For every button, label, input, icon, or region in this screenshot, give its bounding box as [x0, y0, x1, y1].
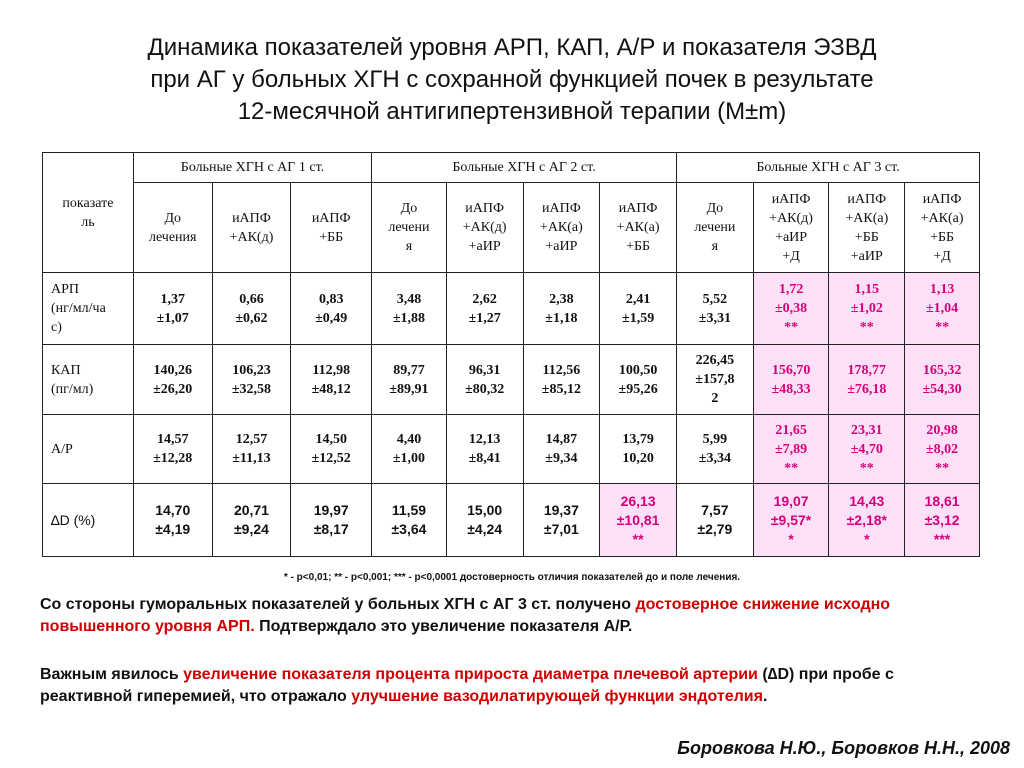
- table-cell: [753, 415, 829, 484]
- cell-line: иАПФ: [771, 191, 811, 207]
- cell-line: 21,65: [775, 422, 807, 438]
- cell-line: ±4,24: [467, 521, 503, 537]
- cell-line: 12,57: [235, 432, 268, 447]
- table-cell: [523, 273, 600, 345]
- footnote: * - p<0,01; ** - p<0,001; *** - p<0,0001 достоверность отличия показателей до и поле лечения.: [283, 572, 741, 583]
- para2-text-b: (∆D) при пробе с реактивной гиперемией, что отражало: [40, 666, 894, 705]
- cell-line: 1,15: [854, 282, 880, 297]
- cell-line: 23,31: [851, 422, 883, 438]
- para1-text-b: Подтверждало это увеличение показателя А/Р.: [254, 618, 633, 635]
- table-cell: [212, 345, 291, 415]
- cell-line: иАПФ: [311, 210, 351, 226]
- table-cell: [372, 484, 447, 557]
- cell-line: 112,56: [542, 362, 581, 378]
- table-cell: [372, 415, 447, 484]
- cell-line: ±0,62: [235, 310, 268, 326]
- table-cell: [372, 345, 447, 415]
- cell-line: ль: [81, 214, 95, 230]
- cell-line: **: [935, 320, 950, 335]
- table-cell: [753, 273, 829, 345]
- cell-line: +АК(д): [769, 210, 813, 226]
- cell-line: 178,77: [847, 362, 887, 378]
- group-header-1: Больные ХГН с АГ 1 ст.: [133, 153, 371, 183]
- cell-line: показате: [62, 195, 114, 211]
- cell-line: ±3,31: [698, 310, 731, 326]
- para1-highlight: достоверное снижение исходно повышенного уровня АРП.: [40, 596, 891, 635]
- cell-line: **: [784, 460, 799, 476]
- cell-line: иАПФ: [232, 210, 271, 226]
- cell-line: ±8,41: [468, 451, 501, 466]
- table-cell: [677, 345, 754, 415]
- cell-line: ±9,24: [233, 521, 269, 537]
- cell-line: ±9,57*: [770, 511, 812, 528]
- cell-line: +ББ: [319, 229, 344, 245]
- cell-line: +АК(а): [539, 220, 583, 235]
- cell-line: 156,70: [771, 362, 811, 378]
- cell-line: ±3,64: [391, 521, 427, 537]
- cell-line: +ББ: [626, 239, 651, 254]
- cell-line: ±1,59: [622, 310, 655, 326]
- treatment-header: [523, 183, 600, 273]
- cell-line: иАПФ: [541, 201, 581, 216]
- cell-line: 14,50: [315, 432, 347, 447]
- row-label: [43, 484, 134, 557]
- para2-highlight-1: увеличение показателя процента прироста диаметра плечевой артерии: [183, 666, 758, 683]
- table-cell: [600, 345, 677, 415]
- cell-line: ±4,19: [155, 521, 191, 537]
- table-cell: [677, 484, 754, 557]
- cell-line: 89,77: [393, 362, 425, 378]
- cell-line: +ББ: [854, 229, 879, 245]
- cell-line: 19,07: [773, 492, 809, 509]
- table-row: [43, 415, 980, 484]
- cell-line: 1,72: [778, 282, 804, 297]
- table-row: [43, 345, 980, 415]
- title-line-3: 12-месячной антигипертензивной терапии (М±m): [237, 98, 787, 125]
- cell-line: **: [935, 460, 950, 476]
- cell-line: 19,97: [313, 502, 349, 518]
- table-cell: [133, 484, 212, 557]
- table-cell: [600, 273, 677, 345]
- cell-line: *: [788, 530, 794, 547]
- table-cell: [133, 273, 212, 345]
- table-cell: [677, 415, 754, 484]
- para2-text-c: .: [762, 688, 768, 705]
- cell-line: 14,70: [155, 502, 191, 518]
- cell-line: ±1,02: [850, 301, 883, 316]
- treatment-header: [677, 183, 754, 273]
- cell-line: 96,31: [468, 362, 501, 378]
- cell-line: 112,98: [312, 362, 351, 378]
- cell-line: я: [405, 239, 413, 254]
- cell-line: +аИР: [850, 248, 883, 264]
- cell-line: 13,79: [622, 432, 654, 447]
- cell-line: +АК(а): [920, 210, 964, 226]
- cell-line: 5,52: [702, 291, 728, 307]
- cell-line: лечения: [148, 229, 197, 245]
- cell-line: 10,20: [622, 451, 654, 466]
- cell-line: 20,98: [926, 422, 958, 438]
- cell-line: ±157,8: [695, 372, 735, 387]
- table-cell: [753, 345, 829, 415]
- cell-line: ±1,88: [392, 310, 426, 326]
- cell-line: +аИР: [775, 229, 808, 245]
- treatment-header: [212, 183, 291, 273]
- cell-line: До: [400, 201, 418, 216]
- cell-line: ±2,79: [697, 521, 733, 537]
- cell-line: 100,50: [618, 362, 658, 378]
- cell-line: До: [706, 201, 724, 216]
- treatment-header: [829, 183, 905, 273]
- cell-line: ±26,20: [153, 381, 193, 397]
- row-label: [43, 345, 134, 415]
- cell-line: 14,57: [156, 432, 189, 447]
- cell-line: ±54,30: [922, 381, 962, 397]
- cell-line: ***: [933, 530, 951, 547]
- cell-line: 226,45: [695, 353, 735, 368]
- table-cell: [905, 273, 980, 345]
- table-cell: [291, 484, 372, 557]
- cell-line: **: [632, 530, 644, 547]
- cell-line: иАПФ: [922, 191, 962, 207]
- table-cell: [291, 415, 372, 484]
- cell-line: 5,99: [702, 432, 728, 447]
- para2-highlight-2: улучшение вазодилатирующей функции эндотелия: [351, 688, 763, 705]
- table-cell: [829, 273, 905, 345]
- table-cell: [446, 273, 523, 345]
- cell-line: ±89,91: [389, 381, 429, 397]
- table-cell: [829, 345, 905, 415]
- treatment-header: [446, 183, 523, 273]
- cell-line: +ББ: [930, 229, 955, 245]
- cell-line: ±8,02: [925, 441, 959, 457]
- cell-line: ±1,27: [468, 310, 501, 326]
- table-row: [43, 484, 980, 557]
- treatment-header: [905, 183, 980, 273]
- cell-line: 2: [711, 391, 719, 406]
- table-cell: [291, 345, 372, 415]
- table-cell: [212, 484, 291, 557]
- cell-line: с): [51, 320, 62, 335]
- cell-line: 20,71: [233, 502, 269, 518]
- cell-line: 1,13: [929, 282, 955, 297]
- cell-line: 2,62: [472, 291, 497, 307]
- cell-line: ±80,32: [465, 381, 505, 397]
- cell-line: 14,43: [849, 492, 885, 509]
- row-label: [43, 273, 134, 345]
- treatment-header: [600, 183, 677, 273]
- table-cell: [600, 415, 677, 484]
- cell-line: 18,61: [924, 492, 960, 509]
- cell-line: ±12,52: [311, 451, 351, 466]
- cell-line: **: [784, 320, 799, 335]
- cell-line: +АК(а): [845, 210, 889, 226]
- cell-line: я: [711, 239, 719, 254]
- group-header-3: Больные ХГН с АГ 3 ст.: [677, 153, 980, 183]
- table-cell: [291, 273, 372, 345]
- cell-line: ±48,33: [771, 381, 811, 397]
- cell-line: 4,40: [396, 432, 422, 447]
- table-cell: [905, 484, 980, 557]
- cell-line: ±1,18: [545, 310, 578, 326]
- treatment-header: [753, 183, 829, 273]
- cell-line: 1,37: [160, 291, 185, 307]
- table-cell: [133, 415, 212, 484]
- cell-line: +аИР: [545, 239, 578, 254]
- cell-line: ±8,17: [313, 521, 349, 537]
- header-row-treatments: [43, 183, 980, 273]
- treatment-header: [291, 183, 372, 273]
- cell-line: 11,59: [391, 502, 427, 518]
- cell-line: 2,41: [625, 291, 651, 307]
- cell-line: До: [164, 210, 181, 226]
- table-cell: [372, 273, 447, 345]
- table-cell: [446, 415, 523, 484]
- table-row: [43, 273, 980, 345]
- cell-line: ±3,34: [698, 451, 731, 466]
- table-cell: [133, 345, 212, 415]
- cell-line: ±2,18*: [846, 511, 887, 528]
- cell-line: +аИР: [468, 239, 501, 254]
- cell-line: +АК(а): [616, 220, 660, 235]
- table-cell: [523, 345, 600, 415]
- cell-line: 165,32: [922, 362, 962, 378]
- cell-line: А/Р: [51, 441, 73, 457]
- para2-text-a: Важным явилось: [40, 666, 184, 683]
- cell-line: ±48,12: [311, 381, 351, 397]
- header-row-groups: [43, 153, 980, 183]
- cell-line: ±11,13: [232, 451, 271, 466]
- cell-line: ±0,49: [315, 310, 348, 326]
- conclusion-paragraph-2: [40, 664, 990, 708]
- para1-text-a: Со стороны гуморальных показателей у больных ХГН с АГ 3 ст. получено: [40, 596, 636, 613]
- cell-line: 7,57: [701, 502, 729, 518]
- treatment-header: [133, 183, 212, 273]
- treatment-header: [372, 183, 447, 273]
- cell-line: 0,83: [318, 291, 344, 307]
- cell-line: +Д: [782, 248, 800, 264]
- table-cell: [446, 345, 523, 415]
- cell-line: ±0,38: [774, 301, 808, 316]
- cell-line: (нг/мл/ча: [51, 301, 106, 316]
- cell-line: 14,87: [545, 432, 578, 447]
- cell-line: ±76,18: [847, 381, 887, 397]
- cell-line: 26,13: [620, 492, 656, 509]
- cell-line: КАП: [51, 362, 81, 378]
- table-cell: [829, 484, 905, 557]
- cell-line: **: [859, 460, 874, 476]
- cell-line: 106,23: [232, 362, 271, 378]
- cell-line: лечени: [694, 220, 736, 235]
- cell-line: ±1,07: [156, 310, 189, 326]
- row-label: [43, 415, 134, 484]
- author-citation: Боровкова Н.Ю., Боровков Н.Н., 2008: [677, 738, 1010, 758]
- cell-line: ±12,28: [153, 451, 193, 466]
- cell-line: **: [859, 320, 874, 335]
- cell-line: ±4,70: [850, 441, 883, 457]
- cell-line: +АК(д): [229, 229, 274, 245]
- cell-line: ±3,12: [924, 511, 960, 528]
- table-cell: [753, 484, 829, 557]
- cell-line: иАПФ: [847, 191, 887, 207]
- cell-line: иАПФ: [465, 201, 505, 216]
- cell-line: 0,66: [239, 291, 264, 307]
- cell-line: 2,38: [549, 291, 574, 307]
- cell-line: ±95,26: [618, 381, 658, 397]
- cell-line: 15,00: [467, 502, 503, 518]
- cell-line: +Д: [933, 248, 951, 264]
- results-table: [42, 152, 980, 557]
- cell-line: ±85,12: [541, 381, 581, 397]
- table-cell: [905, 415, 980, 484]
- cell-line: ±1,00: [392, 451, 426, 466]
- cell-line: АРП: [51, 282, 80, 297]
- conclusion-paragraph-1: [40, 594, 990, 638]
- cell-line: ±9,34: [545, 451, 578, 466]
- table-cell: [523, 484, 600, 557]
- cell-line: 3,48: [396, 291, 422, 307]
- cell-line: ±32,58: [231, 381, 272, 397]
- cell-line: ±7,01: [543, 521, 579, 537]
- table-cell: [677, 273, 754, 345]
- cell-line: 12,13: [468, 432, 501, 447]
- table-cell: [212, 415, 291, 484]
- cell-line: +АК(д): [462, 220, 507, 235]
- table-cell: [829, 415, 905, 484]
- table-cell: [523, 415, 600, 484]
- cell-line: ∆D (%): [51, 511, 96, 528]
- table-cell: [905, 345, 980, 415]
- cell-line: ±1,04: [925, 301, 959, 316]
- slide-title: [40, 32, 984, 128]
- cell-line: (пг/мл): [51, 381, 94, 397]
- title-line-1: Динамика показателей уровня АРП, КАП, А/Р и показателя ЭЗВД: [147, 34, 877, 61]
- cell-line: ±7,89: [774, 441, 808, 457]
- header-corner-cell: [43, 153, 134, 273]
- cell-line: *: [864, 530, 870, 547]
- cell-line: лечени: [388, 220, 430, 235]
- group-header-2: Больные ХГН с АГ 2 ст.: [372, 153, 677, 183]
- table-cell: [446, 484, 523, 557]
- table-cell: [600, 484, 677, 557]
- cell-line: иАПФ: [618, 201, 658, 216]
- cell-line: 19,37: [543, 502, 579, 518]
- table-cell: [212, 273, 291, 345]
- title-line-2: при АГ у больных ХГН с сохранной функцией почек в результате: [150, 66, 874, 93]
- cell-line: 140,26: [153, 362, 192, 378]
- cell-line: ±10,81: [616, 511, 660, 528]
